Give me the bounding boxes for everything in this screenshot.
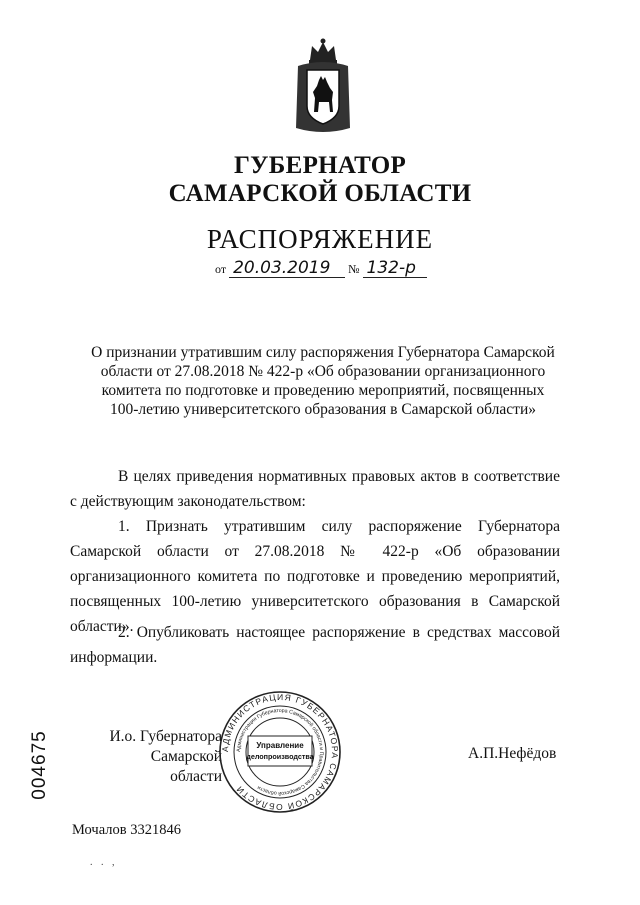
author-note: Мочалов 3321846 xyxy=(72,822,181,838)
signatory-name: А.П.Нефёдов xyxy=(468,745,557,762)
document-subject: О признании утратившим силу распоряжения Губернатора Самарской области от 27.08.2018 № 422-р «Об образовании организационного комитета по подготовке и проведению мероприятий, посвященных 100-летию университетского образования в Самарской области» xyxy=(91,344,555,418)
official-stamp xyxy=(218,690,342,814)
signatory-role-line1: И.о. Губернатора xyxy=(109,728,222,745)
registration-number-text: 004675 xyxy=(29,730,50,800)
body-intro: В целях приведения нормативных правовых актов в соответствие с действующим законодательством: xyxy=(70,468,560,510)
date-number-line xyxy=(215,259,427,278)
number-label: № xyxy=(348,262,360,276)
registration-number xyxy=(20,720,60,810)
signatory-role-line2: Самарской области xyxy=(150,748,222,785)
body-item-2: 2. Опубликовать настоящее распоряжение в средствах массовой информации. xyxy=(70,624,560,666)
stamp-center-line1: Управление xyxy=(256,741,304,750)
issuer-title-line1: ГУБЕРНАТОР xyxy=(233,152,407,179)
document-type: РАСПОРЯЖЕНИЕ xyxy=(206,224,434,254)
signatory-role xyxy=(100,727,222,787)
issuer-title-line2: САМАРСКОЙ ОБЛАСТИ xyxy=(168,180,472,207)
coat-of-arms-emblem xyxy=(292,36,354,136)
stamp-inner-text: Администрация Губернатора Самарской области и Правительства Самарской области xyxy=(235,707,325,797)
stamp-center-line2: делопроизводства xyxy=(246,752,314,761)
stamp-outer-text: АДМИНИСТРАЦИЯ ГУБЕРНАТОРА САМАРСКОЙ ОБЛАСТИ xyxy=(219,691,341,813)
document-number: 132-р xyxy=(363,259,427,278)
date-label: от xyxy=(215,262,227,276)
footer-mark: . . , xyxy=(90,857,118,868)
body-item-1: 1. Признать утратившим силу распоряжение Губернатора Самарской области от 27.08.2018 № 422-р «Об образовании организационного комитета по подготовке и проведению мероприятий, посвященных 100-летию университетского образования в Самарской области». xyxy=(70,518,560,635)
document-date: 20.03.2019 xyxy=(229,259,345,278)
